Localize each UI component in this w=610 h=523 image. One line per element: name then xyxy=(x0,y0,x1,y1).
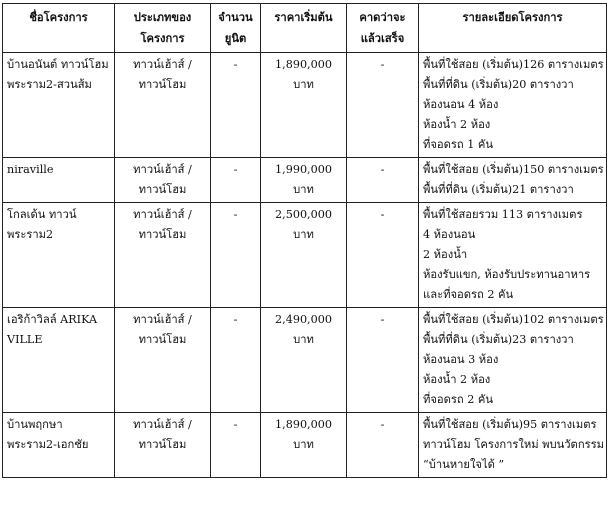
completion: - xyxy=(347,413,419,478)
completion: - xyxy=(347,308,419,413)
start-price: 1,890,000 บาท xyxy=(261,413,347,478)
detail-line: พื้นที่ใช้สอย (เริ่มต้น)102 ตารางเมตร xyxy=(423,313,604,326)
detail-line: 2 ห้องน้ำ xyxy=(423,248,468,261)
start-price: 1,990,000 บาท xyxy=(261,158,347,203)
unit-count: - xyxy=(211,158,261,203)
project-type: ทาวน์เฮ้าส์ / ทาวน์โฮม xyxy=(115,203,211,308)
header-project-details: รายละเอียดโครงการ xyxy=(419,4,607,53)
table-row xyxy=(3,203,607,308)
project-details xyxy=(419,203,607,308)
table-header-row xyxy=(3,4,607,53)
header-project-name: ชื่อโครงการ xyxy=(3,4,115,53)
unit-count: - xyxy=(211,308,261,413)
detail-line: ทาวน์โฮม โครงการใหม่ พบนวัตกรรม xyxy=(423,438,604,451)
header-completion: คาดว่าจะแล้วเสร็จ xyxy=(347,4,419,53)
projects-table xyxy=(2,3,607,478)
project-details xyxy=(419,413,607,478)
detail-line: พื้นที่ใช้สอย (เริ่มต้น)95 ตารางเมตร xyxy=(423,418,597,431)
project-name: โกลเด้น ทาวน์ พระราม2 xyxy=(3,203,115,308)
header-project-type: ประเภทของโครงการ xyxy=(115,4,211,53)
detail-line: ห้องน้ำ 2 ห้อง xyxy=(423,118,491,131)
table-row xyxy=(3,53,607,158)
detail-line: พื้นที่ที่ดิน (เริ่มต้น)20 ตารางวา xyxy=(423,78,574,91)
project-name: บ้านพฤกษา พระราม2-เอกชัย xyxy=(3,413,115,478)
detail-line: พื้นที่ที่ดิน (เริ่มต้น)23 ตารางวา xyxy=(423,333,574,346)
completion: - xyxy=(347,203,419,308)
detail-line: และที่จอดรถ 2 คัน xyxy=(423,288,514,301)
completion: - xyxy=(347,158,419,203)
table-row xyxy=(3,413,607,478)
unit-count: - xyxy=(211,413,261,478)
table-row xyxy=(3,308,607,413)
project-name: บ้านอนันต์ ทาวน์โฮม พระราม2-สวนส้ม xyxy=(3,53,115,158)
detail-line: พื้นที่ที่ดิน (เริ่มต้น)21 ตารางวา xyxy=(423,183,574,196)
project-type: ทาวน์เฮ้าส์ / ทาวน์โฮม xyxy=(115,53,211,158)
header-start-price: ราคาเริ่มต้น xyxy=(261,4,347,53)
project-name: เอริก้าวิลล์ ARIKA VILLE xyxy=(3,308,115,413)
start-price: 1,890,000 บาท xyxy=(261,53,347,158)
detail-line: ห้องนอน 3 ห้อง xyxy=(423,353,499,366)
detail-line: ห้องน้ำ 2 ห้อง xyxy=(423,373,491,386)
detail-line: พื้นที่ใช้สอยรวม 113 ตารางเมตร xyxy=(423,208,583,221)
detail-line: “บ้านหายใจได้ ” xyxy=(423,458,505,471)
project-details xyxy=(419,158,607,203)
detail-line: พื้นที่ใช้สอย (เริ่มต้น)126 ตารางเมตร xyxy=(423,58,604,71)
detail-line: ห้องรับแขก, ห้องรับประทานอาหาร xyxy=(423,268,591,281)
project-type: ทาวน์เฮ้าส์ / ทาวน์โฮม xyxy=(115,308,211,413)
completion: - xyxy=(347,53,419,158)
detail-line: ที่จอดรถ 2 คัน xyxy=(423,393,494,406)
detail-line: พื้นที่ใช้สอย (เริ่มต้น)150 ตารางเมตร xyxy=(423,163,604,176)
project-details xyxy=(419,308,607,413)
project-type: ทาวน์เฮ้าส์ / ทาวน์โฮม xyxy=(115,413,211,478)
table-row xyxy=(3,158,607,203)
start-price: 2,490,000 บาท xyxy=(261,308,347,413)
start-price: 2,500,000 บาท xyxy=(261,203,347,308)
detail-line: 4 ห้องนอน xyxy=(423,228,476,241)
project-type: ทาวน์เฮ้าส์ / ทาวน์โฮม xyxy=(115,158,211,203)
project-details xyxy=(419,53,607,158)
header-unit-count: จำนวนยูนิต xyxy=(211,4,261,53)
unit-count: - xyxy=(211,203,261,308)
unit-count: - xyxy=(211,53,261,158)
project-name: niraville xyxy=(3,158,115,203)
detail-line: ห้องนอน 4 ห้อง xyxy=(423,98,499,111)
detail-line: ที่จอดรถ 1 คัน xyxy=(423,138,494,151)
